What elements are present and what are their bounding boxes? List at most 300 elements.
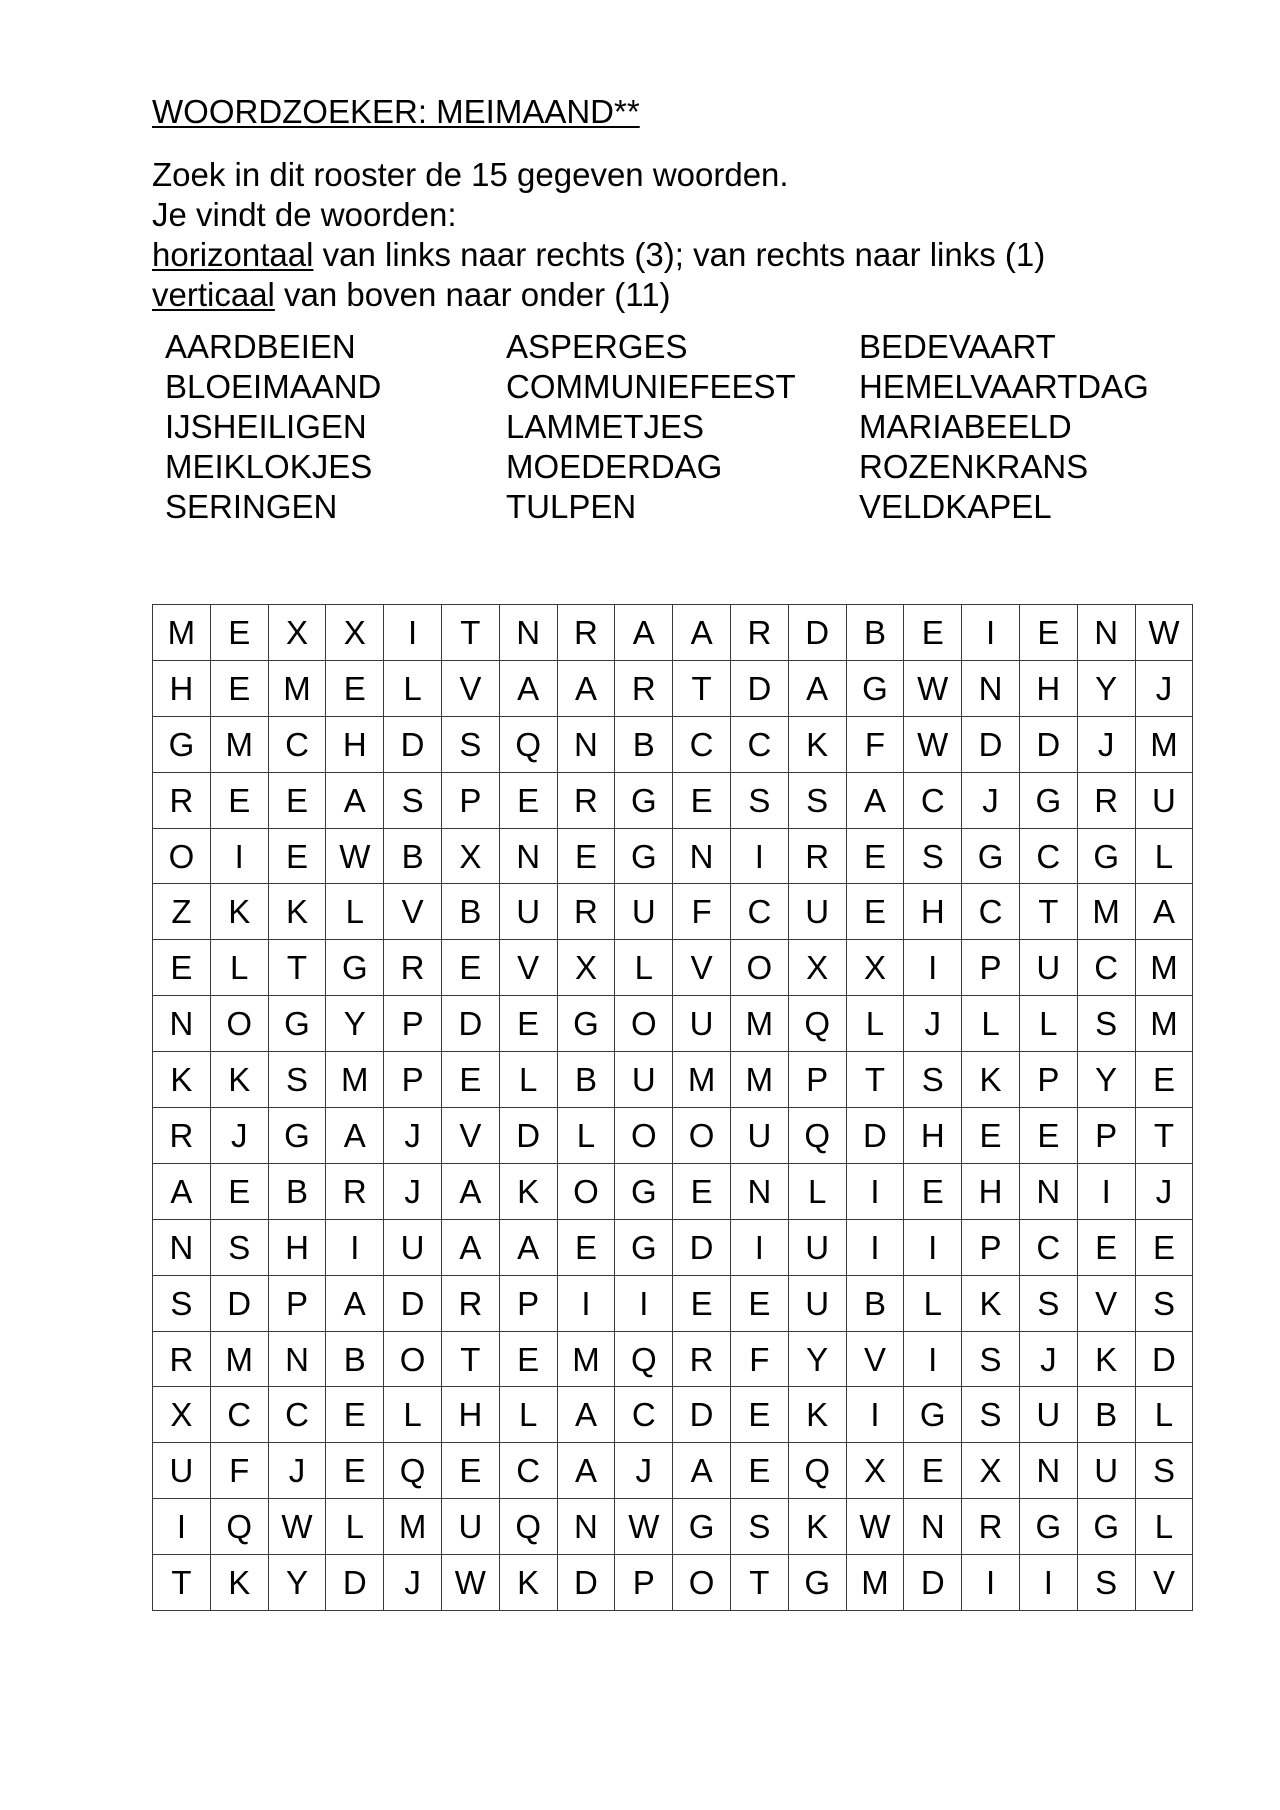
grid-cell[interactable]: D	[788, 605, 846, 661]
grid-cell[interactable]: I	[904, 940, 962, 996]
grid-cell[interactable]: B	[326, 1331, 384, 1387]
grid-cell[interactable]: N	[1019, 1163, 1077, 1219]
grid-cell[interactable]: J	[1019, 1331, 1077, 1387]
grid-cell[interactable]: J	[1077, 716, 1135, 772]
grid-cell[interactable]: T	[1019, 884, 1077, 940]
grid-cell[interactable]: K	[210, 884, 268, 940]
grid-cell[interactable]: E	[1135, 1219, 1193, 1275]
grid-cell[interactable]: W	[904, 660, 962, 716]
grid-cell[interactable]: T	[153, 1555, 211, 1611]
grid-cell[interactable]: S	[210, 1219, 268, 1275]
grid-cell[interactable]: K	[210, 1555, 268, 1611]
grid-cell[interactable]: W	[904, 716, 962, 772]
grid-cell[interactable]: S	[1135, 1443, 1193, 1499]
grid-cell[interactable]: M	[557, 1331, 615, 1387]
grid-cell[interactable]: I	[153, 1499, 211, 1555]
grid-cell[interactable]: W	[1135, 605, 1193, 661]
grid-cell[interactable]: S	[788, 772, 846, 828]
grid-cell[interactable]: X	[441, 828, 499, 884]
grid-cell[interactable]: G	[1019, 1499, 1077, 1555]
grid-cell[interactable]: G	[615, 1219, 673, 1275]
grid-cell[interactable]: L	[499, 1387, 557, 1443]
grid-cell[interactable]: D	[730, 660, 788, 716]
grid-cell[interactable]: M	[210, 716, 268, 772]
grid-cell[interactable]: E	[499, 996, 557, 1052]
grid-cell[interactable]: D	[499, 1108, 557, 1164]
grid-cell[interactable]: D	[557, 1555, 615, 1611]
grid-cell[interactable]: K	[499, 1163, 557, 1219]
grid-cell[interactable]: F	[846, 716, 904, 772]
grid-cell[interactable]: S	[384, 772, 442, 828]
grid-cell[interactable]: E	[673, 772, 731, 828]
grid-cell[interactable]: L	[846, 996, 904, 1052]
grid-cell[interactable]: H	[268, 1219, 326, 1275]
grid-cell[interactable]: U	[384, 1219, 442, 1275]
grid-cell[interactable]: C	[730, 884, 788, 940]
grid-cell[interactable]: U	[1019, 940, 1077, 996]
grid-cell[interactable]: O	[673, 1555, 731, 1611]
grid-cell[interactable]: Y	[1077, 660, 1135, 716]
grid-cell[interactable]: S	[730, 1499, 788, 1555]
grid-cell[interactable]: E	[210, 1163, 268, 1219]
grid-cell[interactable]: D	[962, 716, 1020, 772]
grid-cell[interactable]: N	[1019, 1443, 1077, 1499]
grid-cell[interactable]: R	[962, 1499, 1020, 1555]
grid-cell[interactable]: C	[268, 1387, 326, 1443]
grid-cell[interactable]: O	[673, 1108, 731, 1164]
grid-cell[interactable]: V	[846, 1331, 904, 1387]
grid-cell[interactable]: C	[962, 884, 1020, 940]
grid-cell[interactable]: E	[326, 1443, 384, 1499]
grid-cell[interactable]: L	[326, 1499, 384, 1555]
grid-cell[interactable]: I	[326, 1219, 384, 1275]
grid-cell[interactable]: M	[210, 1331, 268, 1387]
grid-cell[interactable]: E	[441, 1052, 499, 1108]
grid-cell[interactable]: P	[962, 1219, 1020, 1275]
grid-cell[interactable]: C	[1019, 1219, 1077, 1275]
grid-cell[interactable]: A	[557, 1443, 615, 1499]
grid-cell[interactable]: E	[499, 772, 557, 828]
grid-cell[interactable]: G	[268, 996, 326, 1052]
grid-cell[interactable]: G	[153, 716, 211, 772]
grid-cell[interactable]: N	[730, 1163, 788, 1219]
grid-cell[interactable]: E	[1019, 1108, 1077, 1164]
grid-cell[interactable]: I	[210, 828, 268, 884]
grid-cell[interactable]: G	[615, 828, 673, 884]
grid-cell[interactable]: Z	[153, 884, 211, 940]
grid-cell[interactable]: O	[384, 1331, 442, 1387]
grid-cell[interactable]: G	[846, 660, 904, 716]
grid-cell[interactable]: P	[615, 1555, 673, 1611]
grid-cell[interactable]: S	[730, 772, 788, 828]
grid-cell[interactable]: X	[557, 940, 615, 996]
grid-cell[interactable]: J	[962, 772, 1020, 828]
grid-cell[interactable]: F	[673, 884, 731, 940]
grid-cell[interactable]: A	[788, 660, 846, 716]
grid-cell[interactable]: S	[904, 828, 962, 884]
grid-cell[interactable]: B	[846, 605, 904, 661]
grid-cell[interactable]: X	[326, 605, 384, 661]
grid-cell[interactable]: E	[441, 940, 499, 996]
grid-cell[interactable]: R	[730, 605, 788, 661]
grid-cell[interactable]: M	[1077, 884, 1135, 940]
grid-cell[interactable]: P	[384, 1052, 442, 1108]
grid-cell[interactable]: V	[441, 1108, 499, 1164]
grid-cell[interactable]: J	[384, 1555, 442, 1611]
grid-cell[interactable]: O	[210, 996, 268, 1052]
grid-cell[interactable]: L	[326, 884, 384, 940]
grid-cell[interactable]: S	[268, 1052, 326, 1108]
grid-cell[interactable]: Y	[326, 996, 384, 1052]
grid-cell[interactable]: A	[153, 1163, 211, 1219]
grid-cell[interactable]: R	[615, 660, 673, 716]
grid-cell[interactable]: L	[1019, 996, 1077, 1052]
grid-cell[interactable]: N	[673, 828, 731, 884]
grid-cell[interactable]: E	[904, 1443, 962, 1499]
grid-cell[interactable]: N	[268, 1331, 326, 1387]
grid-cell[interactable]: I	[730, 1219, 788, 1275]
grid-cell[interactable]: G	[962, 828, 1020, 884]
grid-cell[interactable]: G	[1077, 1499, 1135, 1555]
grid-cell[interactable]: Q	[788, 996, 846, 1052]
grid-cell[interactable]: A	[441, 1163, 499, 1219]
grid-cell[interactable]: A	[326, 772, 384, 828]
grid-cell[interactable]: L	[1135, 1499, 1193, 1555]
grid-cell[interactable]: H	[326, 716, 384, 772]
grid-cell[interactable]: A	[557, 660, 615, 716]
grid-cell[interactable]: I	[846, 1387, 904, 1443]
grid-cell[interactable]: M	[268, 660, 326, 716]
grid-cell[interactable]: U	[615, 1052, 673, 1108]
grid-cell[interactable]: U	[615, 884, 673, 940]
grid-cell[interactable]: S	[1077, 1555, 1135, 1611]
grid-cell[interactable]: C	[1019, 828, 1077, 884]
grid-cell[interactable]: R	[673, 1331, 731, 1387]
grid-cell[interactable]: Y	[1077, 1052, 1135, 1108]
grid-cell[interactable]: T	[846, 1052, 904, 1108]
grid-cell[interactable]: M	[730, 1052, 788, 1108]
grid-cell[interactable]: U	[673, 996, 731, 1052]
grid-cell[interactable]: X	[153, 1387, 211, 1443]
grid-cell[interactable]: Y	[788, 1331, 846, 1387]
grid-cell[interactable]: K	[499, 1555, 557, 1611]
grid-cell[interactable]: D	[673, 1219, 731, 1275]
grid-cell[interactable]: P	[384, 996, 442, 1052]
grid-cell[interactable]: S	[153, 1275, 211, 1331]
grid-cell[interactable]: O	[615, 996, 673, 1052]
grid-cell[interactable]: D	[904, 1555, 962, 1611]
grid-cell[interactable]: K	[962, 1275, 1020, 1331]
grid-cell[interactable]: I	[962, 1555, 1020, 1611]
grid-cell[interactable]: J	[384, 1163, 442, 1219]
grid-cell[interactable]: M	[153, 605, 211, 661]
grid-cell[interactable]: R	[788, 828, 846, 884]
grid-cell[interactable]: U	[730, 1108, 788, 1164]
grid-cell[interactable]: V	[384, 884, 442, 940]
grid-cell[interactable]: E	[673, 1275, 731, 1331]
grid-cell[interactable]: Q	[499, 1499, 557, 1555]
grid-cell[interactable]: E	[326, 1387, 384, 1443]
grid-cell[interactable]: U	[153, 1443, 211, 1499]
grid-cell[interactable]: M	[846, 1555, 904, 1611]
grid-cell[interactable]: H	[1019, 660, 1077, 716]
grid-cell[interactable]: N	[557, 1499, 615, 1555]
grid-cell[interactable]: P	[441, 772, 499, 828]
grid-cell[interactable]: E	[730, 1443, 788, 1499]
grid-cell[interactable]: U	[788, 1275, 846, 1331]
grid-cell[interactable]: E	[1135, 1052, 1193, 1108]
grid-cell[interactable]: Q	[210, 1499, 268, 1555]
grid-cell[interactable]: L	[615, 940, 673, 996]
grid-cell[interactable]: U	[788, 884, 846, 940]
grid-cell[interactable]: Q	[788, 1108, 846, 1164]
grid-cell[interactable]: N	[153, 1219, 211, 1275]
grid-cell[interactable]: A	[441, 1219, 499, 1275]
grid-cell[interactable]: W	[326, 828, 384, 884]
grid-cell[interactable]: J	[210, 1108, 268, 1164]
grid-cell[interactable]: O	[557, 1163, 615, 1219]
grid-cell[interactable]: S	[904, 1052, 962, 1108]
grid-cell[interactable]: D	[210, 1275, 268, 1331]
grid-cell[interactable]: A	[499, 1219, 557, 1275]
grid-cell[interactable]: W	[268, 1499, 326, 1555]
grid-cell[interactable]: A	[326, 1275, 384, 1331]
grid-cell[interactable]: D	[441, 996, 499, 1052]
grid-cell[interactable]: A	[673, 1443, 731, 1499]
grid-cell[interactable]: R	[326, 1163, 384, 1219]
grid-cell[interactable]: R	[557, 884, 615, 940]
grid-cell[interactable]: Q	[384, 1443, 442, 1499]
grid-cell[interactable]: L	[499, 1052, 557, 1108]
grid-cell[interactable]: B	[384, 828, 442, 884]
grid-cell[interactable]: C	[268, 716, 326, 772]
grid-cell[interactable]: U	[1019, 1387, 1077, 1443]
grid-cell[interactable]: N	[557, 716, 615, 772]
grid-cell[interactable]: V	[1077, 1275, 1135, 1331]
grid-cell[interactable]: M	[1135, 996, 1193, 1052]
grid-cell[interactable]: E	[153, 940, 211, 996]
grid-cell[interactable]: F	[210, 1443, 268, 1499]
grid-cell[interactable]: L	[384, 1387, 442, 1443]
grid-cell[interactable]: A	[673, 605, 731, 661]
grid-cell[interactable]: D	[673, 1387, 731, 1443]
grid-cell[interactable]: H	[962, 1163, 1020, 1219]
grid-cell[interactable]: N	[153, 996, 211, 1052]
grid-cell[interactable]: G	[615, 772, 673, 828]
grid-cell[interactable]: K	[1077, 1331, 1135, 1387]
grid-cell[interactable]: E	[210, 772, 268, 828]
grid-cell[interactable]: T	[268, 940, 326, 996]
grid-cell[interactable]: M	[1135, 940, 1193, 996]
grid-cell[interactable]: E	[673, 1163, 731, 1219]
grid-cell[interactable]: I	[384, 605, 442, 661]
grid-cell[interactable]: Q	[615, 1331, 673, 1387]
grid-cell[interactable]: E	[499, 1331, 557, 1387]
grid-cell[interactable]: U	[1135, 772, 1193, 828]
grid-cell[interactable]: G	[615, 1163, 673, 1219]
grid-cell[interactable]: C	[615, 1387, 673, 1443]
grid-cell[interactable]: P	[962, 940, 1020, 996]
grid-cell[interactable]: S	[1019, 1275, 1077, 1331]
grid-cell[interactable]: H	[441, 1387, 499, 1443]
grid-cell[interactable]: M	[326, 1052, 384, 1108]
grid-cell[interactable]: C	[210, 1387, 268, 1443]
grid-cell[interactable]: I	[962, 605, 1020, 661]
grid-cell[interactable]: B	[615, 716, 673, 772]
grid-cell[interactable]: V	[499, 940, 557, 996]
grid-cell[interactable]: I	[557, 1275, 615, 1331]
grid-cell[interactable]: R	[153, 1108, 211, 1164]
grid-cell[interactable]: O	[153, 828, 211, 884]
grid-cell[interactable]: M	[384, 1499, 442, 1555]
grid-cell[interactable]: K	[962, 1052, 1020, 1108]
grid-cell[interactable]: A	[326, 1108, 384, 1164]
grid-cell[interactable]: P	[1019, 1052, 1077, 1108]
grid-cell[interactable]: H	[904, 1108, 962, 1164]
grid-cell[interactable]: M	[673, 1052, 731, 1108]
grid-cell[interactable]: S	[962, 1387, 1020, 1443]
grid-cell[interactable]: K	[153, 1052, 211, 1108]
grid-cell[interactable]: P	[1077, 1108, 1135, 1164]
grid-cell[interactable]: E	[846, 828, 904, 884]
grid-cell[interactable]: E	[210, 605, 268, 661]
grid-cell[interactable]: N	[962, 660, 1020, 716]
grid-cell[interactable]: D	[384, 716, 442, 772]
grid-cell[interactable]: M	[730, 996, 788, 1052]
grid-cell[interactable]: S	[962, 1331, 1020, 1387]
grid-cell[interactable]: A	[557, 1387, 615, 1443]
grid-cell[interactable]: I	[904, 1331, 962, 1387]
grid-cell[interactable]: W	[441, 1555, 499, 1611]
grid-cell[interactable]: Q	[499, 716, 557, 772]
grid-cell[interactable]: E	[730, 1275, 788, 1331]
grid-cell[interactable]: P	[499, 1275, 557, 1331]
grid-cell[interactable]: K	[788, 716, 846, 772]
grid-cell[interactable]: X	[846, 940, 904, 996]
grid-cell[interactable]: N	[904, 1499, 962, 1555]
grid-cell[interactable]: V	[441, 660, 499, 716]
grid-cell[interactable]: E	[1019, 605, 1077, 661]
grid-cell[interactable]: K	[210, 1052, 268, 1108]
grid-cell[interactable]: C	[1077, 940, 1135, 996]
grid-cell[interactable]: O	[615, 1108, 673, 1164]
grid-cell[interactable]: L	[384, 660, 442, 716]
grid-cell[interactable]: E	[904, 605, 962, 661]
grid-cell[interactable]: E	[1077, 1219, 1135, 1275]
grid-cell[interactable]: N	[499, 828, 557, 884]
grid-cell[interactable]: A	[846, 772, 904, 828]
grid-cell[interactable]: U	[499, 884, 557, 940]
grid-cell[interactable]: G	[557, 996, 615, 1052]
grid-cell[interactable]: L	[210, 940, 268, 996]
grid-cell[interactable]: P	[788, 1052, 846, 1108]
grid-cell[interactable]: A	[615, 605, 673, 661]
grid-cell[interactable]: C	[730, 716, 788, 772]
grid-cell[interactable]: B	[441, 884, 499, 940]
grid-cell[interactable]: F	[730, 1331, 788, 1387]
grid-cell[interactable]: B	[1077, 1387, 1135, 1443]
grid-cell[interactable]: G	[1019, 772, 1077, 828]
grid-cell[interactable]: T	[1135, 1108, 1193, 1164]
grid-cell[interactable]: H	[153, 660, 211, 716]
grid-cell[interactable]: I	[1077, 1163, 1135, 1219]
grid-cell[interactable]: K	[788, 1499, 846, 1555]
grid-cell[interactable]: L	[962, 996, 1020, 1052]
grid-cell[interactable]: I	[615, 1275, 673, 1331]
grid-cell[interactable]: D	[326, 1555, 384, 1611]
grid-cell[interactable]: D	[846, 1108, 904, 1164]
grid-cell[interactable]: V	[673, 940, 731, 996]
grid-cell[interactable]: S	[1077, 996, 1135, 1052]
grid-cell[interactable]: T	[730, 1555, 788, 1611]
grid-cell[interactable]: R	[557, 605, 615, 661]
grid-cell[interactable]: G	[326, 940, 384, 996]
grid-cell[interactable]: E	[557, 1219, 615, 1275]
grid-cell[interactable]: C	[904, 772, 962, 828]
grid-cell[interactable]: C	[499, 1443, 557, 1499]
grid-cell[interactable]: E	[557, 828, 615, 884]
grid-cell[interactable]: E	[730, 1387, 788, 1443]
grid-cell[interactable]: X	[268, 605, 326, 661]
grid-cell[interactable]: T	[441, 1331, 499, 1387]
grid-cell[interactable]: A	[1135, 884, 1193, 940]
grid-cell[interactable]: G	[788, 1555, 846, 1611]
grid-cell[interactable]: U	[1077, 1443, 1135, 1499]
grid-cell[interactable]: L	[557, 1108, 615, 1164]
grid-cell[interactable]: X	[962, 1443, 1020, 1499]
grid-cell[interactable]: K	[268, 884, 326, 940]
grid-cell[interactable]: V	[1135, 1555, 1193, 1611]
grid-cell[interactable]: E	[268, 828, 326, 884]
grid-cell[interactable]: G	[268, 1108, 326, 1164]
grid-cell[interactable]: H	[904, 884, 962, 940]
grid-cell[interactable]: N	[1077, 605, 1135, 661]
grid-cell[interactable]: J	[615, 1443, 673, 1499]
grid-cell[interactable]: Y	[268, 1555, 326, 1611]
grid-cell[interactable]: B	[846, 1275, 904, 1331]
grid-cell[interactable]: R	[153, 1331, 211, 1387]
grid-cell[interactable]: T	[673, 660, 731, 716]
grid-cell[interactable]: O	[730, 940, 788, 996]
grid-cell[interactable]: E	[326, 660, 384, 716]
grid-cell[interactable]: R	[557, 772, 615, 828]
grid-cell[interactable]: A	[499, 660, 557, 716]
grid-cell[interactable]: N	[499, 605, 557, 661]
grid-cell[interactable]: M	[1135, 716, 1193, 772]
grid-cell[interactable]: L	[1135, 828, 1193, 884]
grid-cell[interactable]: S	[1135, 1275, 1193, 1331]
grid-cell[interactable]: J	[384, 1108, 442, 1164]
grid-cell[interactable]: E	[441, 1443, 499, 1499]
grid-cell[interactable]: J	[268, 1443, 326, 1499]
grid-cell[interactable]: U	[441, 1499, 499, 1555]
grid-cell[interactable]: L	[788, 1163, 846, 1219]
grid-cell[interactable]: X	[846, 1443, 904, 1499]
grid-cell[interactable]: G	[673, 1499, 731, 1555]
grid-cell[interactable]: C	[673, 716, 731, 772]
grid-cell[interactable]: E	[904, 1163, 962, 1219]
grid-cell[interactable]: W	[846, 1499, 904, 1555]
grid-cell[interactable]: E	[962, 1108, 1020, 1164]
grid-cell[interactable]: G	[1077, 828, 1135, 884]
grid-cell[interactable]: J	[1135, 660, 1193, 716]
grid-cell[interactable]: R	[1077, 772, 1135, 828]
grid-cell[interactable]: E	[210, 660, 268, 716]
grid-cell[interactable]: R	[441, 1275, 499, 1331]
grid-cell[interactable]: K	[788, 1387, 846, 1443]
grid-cell[interactable]: I	[846, 1163, 904, 1219]
grid-cell[interactable]: D	[1135, 1331, 1193, 1387]
